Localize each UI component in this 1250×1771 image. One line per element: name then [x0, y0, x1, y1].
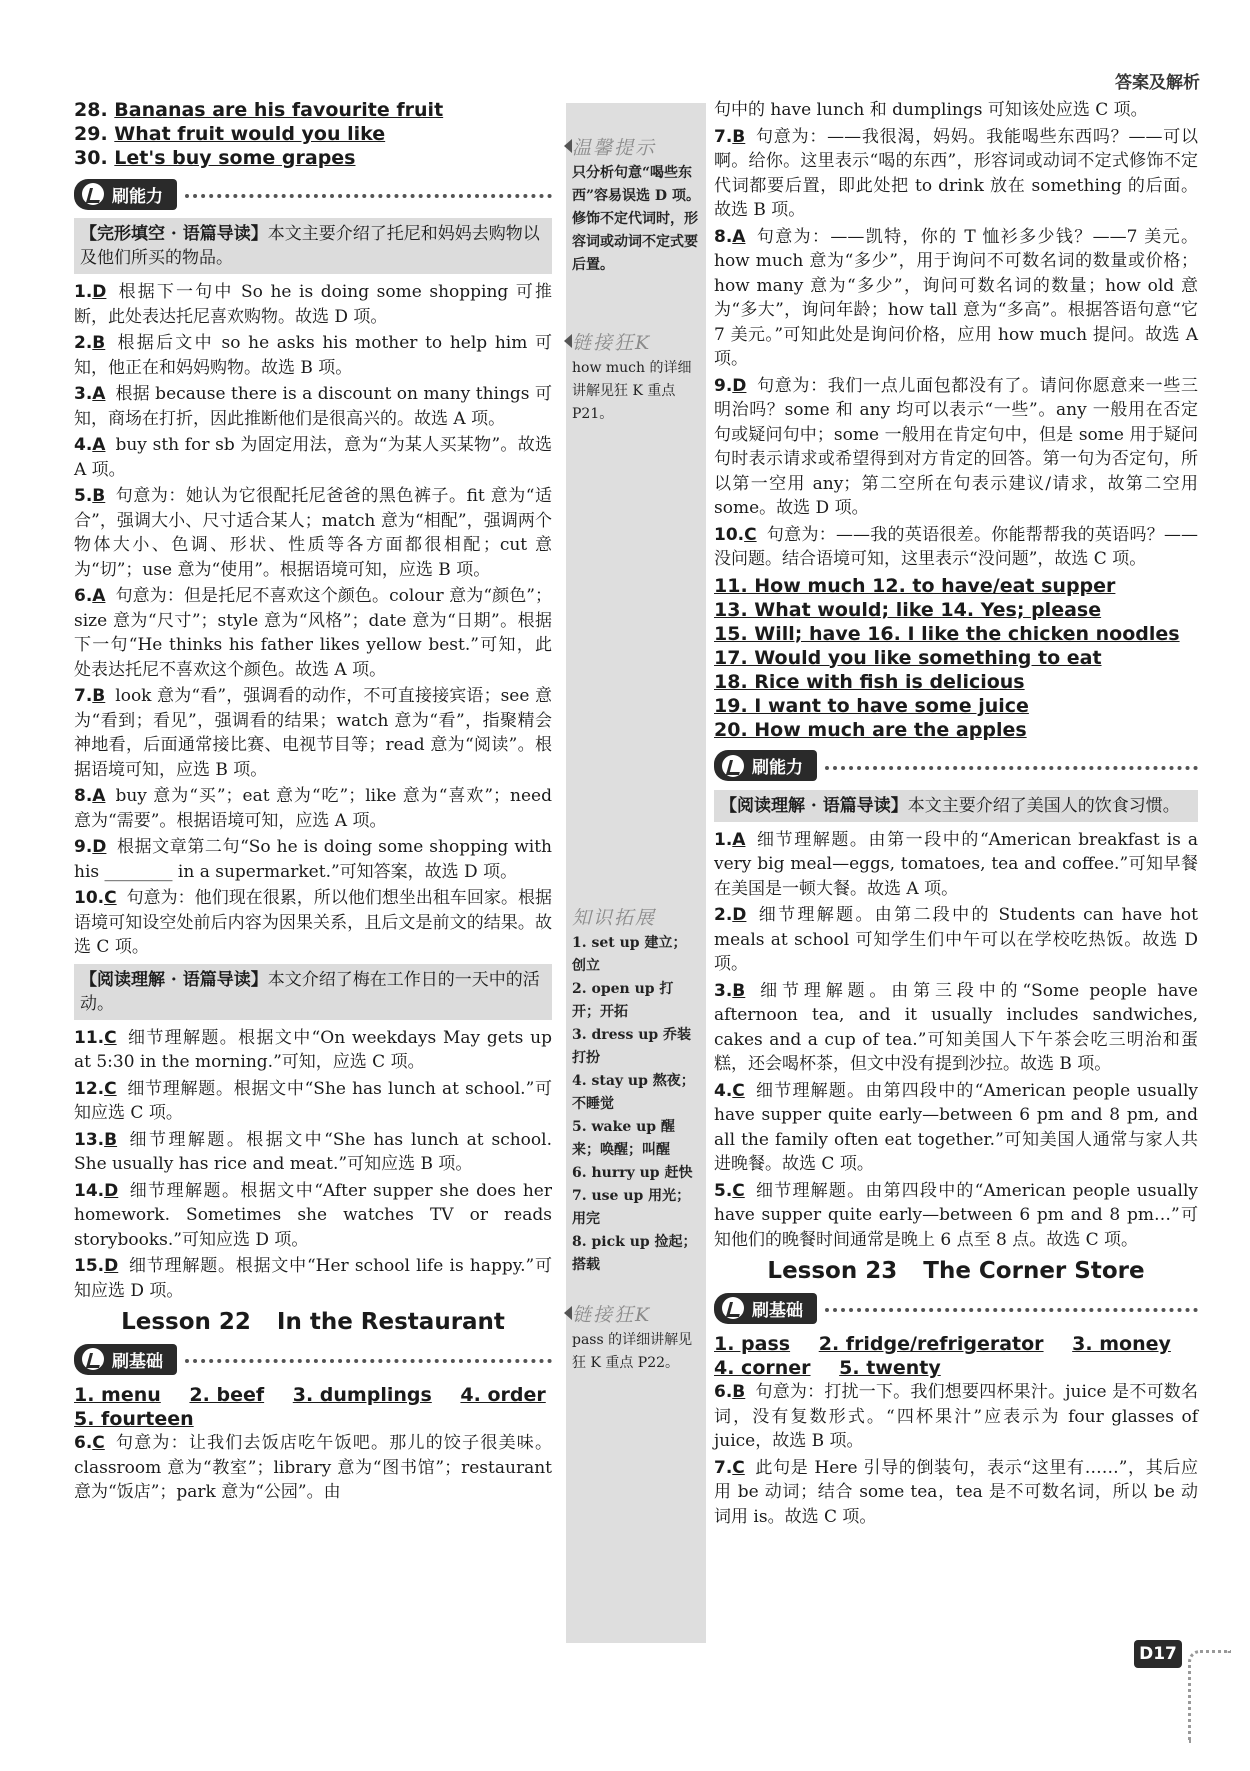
answer-explanation: 细节理解题。根据文中“She has lunch at school.”可知应选 C 项。 [74, 1078, 552, 1123]
answer-explanation: 句意为：——凯特，你的 T 恤衫多少钱？——7 美元。how much 意为“多少”，用于询问不可数名词的数量或价格；how many 意为“多少”，询问可数名词的数量；how old 意为“多大”，询问年龄；how tall 意为“多高”。根据答语句意“它 7 美元。”可知此处是询问价格，应用 how much 提问。故选 A 项。 [714, 226, 1198, 369]
answer-explanation: 根据文章第二句“So he is doing some shopping with his ________ in a supermarket.”可知答案，故选 D 项。 [74, 837, 552, 882]
answer-item [714, 523, 1198, 572]
lesson-title: Lesson 22 In the Restaurant [121, 1309, 505, 1335]
answer-item [714, 903, 1198, 977]
answer-number: 9. [74, 837, 93, 857]
phrase-list [714, 574, 1198, 742]
answer-item [74, 835, 552, 884]
answer-item [74, 1254, 552, 1303]
answer-letter: B [92, 486, 106, 506]
vocab-line: 1. menu 2. beef 3. dumplings 4. order [74, 1384, 546, 1406]
corner-decoration [1188, 1650, 1231, 1743]
answer-item [714, 374, 1198, 521]
answer-letter: D [92, 837, 107, 857]
answer-number: 10. [74, 888, 105, 908]
answer-number: 2. [74, 333, 93, 353]
answer-explanation: buy sth for sb 为固定用法，意为“为某人买某物”。故选 A 项。 [74, 435, 552, 480]
check-icon [82, 183, 104, 205]
answer-number: 8. [74, 786, 93, 806]
answer-explanation: 句意为：——我的英语很差。你能帮帮我的英语吗？——没问题。结合语境可知，这里表示“没问题”，故选 C 项。 [714, 524, 1198, 569]
vocab-line: 4. corner 5. twenty [714, 1357, 941, 1379]
answer-item [74, 484, 552, 582]
answer-number: 1. [74, 282, 93, 302]
passage-guide: 【完形填空 · 语篇导读】本文主要介绍了托尼和妈妈去购物以及他们所买的物品。 [74, 218, 552, 274]
answer-explanation: 细节理解题。根据文中“She has lunch at school. She usually has rice and meat.”可知应选 B 项。 [74, 1129, 552, 1174]
answer-number: 13. [74, 1129, 105, 1150]
answer-explanation: 此句是 Here 引导的倒装句，表示“这里有……”，其后应用 be 动词；结合 some tea，tea 是不可数名词，所以 be 动词用 is。故选 C 项。 [714, 1457, 1198, 1527]
answer-explanation: look 意为“看”，强调看的动作，不可直接接宾语；see 意为“看到；看见”，强调看的结果；watch 意为“看”，指聚精会神地看，后面通常接比赛、电视节目等；read 意为“阅读”。根据语境可知，应选 B 项。 [74, 686, 552, 780]
section-header [714, 750, 1198, 782]
extension-item: 6. hurry up 赶快 [572, 1165, 693, 1181]
phrase-item: 11. How much 12. to have/eat supper [714, 574, 1116, 597]
answer-letter: C [104, 1027, 117, 1048]
answer-item [714, 125, 1198, 223]
answer-item [714, 828, 1198, 902]
answer-explanation: 句意为：打扰一下。我们想要四杯果汁。juice 是不可数名词，没有复数形式。“四杯果汁”应表示为 four glasses of juice，故选 B 项。 [714, 1382, 1198, 1451]
answer-letter: C [104, 1078, 117, 1099]
answer-number: 8. [714, 226, 733, 247]
answer-item [74, 1026, 552, 1075]
answer-number: 3. [714, 980, 733, 1001]
phrase-item: 19. I want to have some juice [714, 694, 1029, 717]
section-badge: 刷能力 [74, 179, 177, 210]
answer-number: 11. [74, 1027, 105, 1048]
answer-letter: B [92, 686, 106, 706]
dotted-divider [825, 766, 1198, 770]
answer-explanation: 细节理解题。由第二段中的 Students can have hot meals at school 可知学生们中午可以在学校吃热饭。故选 D 项。 [714, 905, 1198, 974]
extension-item: 7. use up 用光；用完 [572, 1188, 691, 1227]
passage-guide: 【阅读理解 · 语篇导读】本文主要介绍了美国人的饮食习惯。 [714, 790, 1198, 822]
answer-item [74, 280, 552, 329]
answer-list [714, 828, 1198, 1253]
answer-number: 14. [74, 1180, 105, 1201]
dotted-divider [825, 1308, 1198, 1312]
answer-item [74, 331, 552, 380]
arrow-icon [564, 334, 572, 348]
section-badge: 刷基础 [714, 1293, 817, 1324]
answer-number: 5. [74, 486, 93, 506]
answer-item [714, 1079, 1198, 1177]
answer-item [74, 584, 552, 682]
sidebar [566, 103, 706, 1643]
phrase-item: 13. What would; like 14. Yes; please [714, 598, 1102, 621]
answer-item [714, 1380, 1198, 1454]
answer-explanation: 细节理解题。由第三段中的“Some people have afternoon tea, and it usually includes sandwiches, cakes and a cup of tea.”可知美国人下午茶会吃三明治和蛋糕，还会喝杯茶，但文中没有提到沙拉。故选 B 项。 [714, 980, 1198, 1074]
extension-item: 8. pick up 捡起；搭载 [572, 1234, 697, 1273]
answer-continuation: 句中的 have lunch 和 dumplings 可知该处应选 C 项。 [714, 100, 1148, 120]
answer-item [74, 684, 552, 782]
answer-explanation: 根据下一句中 So he is doing some shopping 可推断，此处表达托尼喜欢购物。故选 D 项。 [74, 282, 552, 327]
extension-item: 2. open up 打开；开拓 [572, 981, 674, 1020]
phrase-item: 18. Rice with fish is delicious [714, 670, 1025, 693]
answer-item [74, 886, 552, 960]
page-number: D17 [1134, 1640, 1182, 1668]
answer-item: 6.C 句意为：让我们去饭店吃午饭吧。那儿的饺子很美味。classroom 意为“教室”；library 意为“图书馆”；restaurant 意为“饭店”；park 意为“公园”。由 [74, 1433, 552, 1502]
answer-letter: D [104, 1180, 119, 1201]
arrow-icon [564, 1306, 572, 1320]
answer-explanation: 句意为：我们一点儿面包都没有了。请问你愿意来一些三明治吗？some 和 any 均可以表示“一些”。any 一般用在否定句或疑问句中；some 一般用在肯定句中，但是 some 用于疑问句时表示请求或希望得到对方肯定的回答。第一句为否定句，所以第一空用 any；第二空所在句表示建议/请求，故第二空用 some。故选 D 项。 [714, 375, 1198, 518]
answer-letter: A [92, 786, 106, 806]
answer-item [714, 1179, 1198, 1253]
answer-number: 10. [714, 524, 745, 545]
answer-explanation: 根据 because there is a discount on many things 可知，商场在打折，因此推断他们是很高兴的。故选 A 项。 [74, 384, 552, 429]
vocab-line: 1. pass 2. fridge/refrigerator 3. money [714, 1333, 1171, 1355]
answer-number: 7. [74, 686, 93, 706]
answer-letter: A [92, 435, 106, 455]
extension-list [572, 932, 700, 1277]
phrase-item: 29. What fruit would you like [74, 123, 386, 145]
answer-list [714, 125, 1198, 572]
answer-explanation: 细节理解题。由第四段中的“American people usually have supper quite early—between 6 pm and 8 pm, and all the family often eat together.”可知美国人通常与家人共进晚餐。故选 C 项。 [714, 1080, 1198, 1174]
answer-explanation: 句意为：她认为它很配托尼爸爸的黑色裤子。fit 意为“适合”，强调大小、尺寸适合某人；match 意为“相配”，强调两个物体大小、色调、形状、性质等各方面都很相配；cut 意为“切”；use 意为“使用”。根据语境可知，应选 B 项。 [74, 486, 552, 580]
answer-letter: B [732, 126, 746, 147]
vocab-line: 5. fourteen [74, 1408, 194, 1430]
extension-item: 4. stay up 熬夜；不睡觉 [572, 1073, 695, 1112]
answer-number: 3. [74, 384, 93, 404]
answer-letter: C [744, 524, 757, 545]
extension-item: 1. set up 建立；创立 [572, 935, 687, 974]
answer-item [74, 382, 552, 431]
answer-letter: B [104, 1129, 118, 1150]
section-header [714, 1292, 1198, 1324]
answer-letter: A [92, 586, 106, 606]
extension-block: 知识拓展 1. set up 建立；创立 2. open up 打开；开拓 3. dress up 乔装打扮 4. stay up 熬夜；不睡觉 5. wake up 醒来；唤醒；叫醒 6. hurry up 赶快 7. use up 用光；用完 8. pick up 捡起；搭载 [572, 903, 700, 1277]
answer-explanation: buy 意为“买”；eat 意为“吃”；like 意为“喜欢”；need 意为“需要”。根据语境可知，应选 A 项。 [74, 786, 552, 831]
answer-number: 4. [714, 1080, 733, 1101]
answer-number: 5. [714, 1180, 733, 1201]
dotted-divider [185, 194, 552, 198]
answer-letter: D [104, 1256, 119, 1276]
answer-item [74, 1077, 552, 1126]
answer-letter: D [732, 375, 747, 396]
answer-letter: C [732, 1457, 745, 1478]
answer-letter: C [104, 888, 117, 908]
answer-letter: C [732, 1180, 745, 1201]
header-title: 答案及解析 [1115, 73, 1200, 93]
answer-letter: A [92, 384, 106, 404]
extension-item: 5. wake up 醒来；唤醒；叫醒 [572, 1119, 675, 1158]
answer-number: 7. [714, 126, 733, 147]
answer-letter: B [732, 980, 746, 1001]
answer-explanation: 细节理解题。根据文中“On weekdays May gets up at 5:30 in the morning.”可知，应选 C 项。 [74, 1027, 552, 1072]
answer-item [714, 225, 1198, 372]
answer-explanation: 句意为：他们现在很累，所以他们想坐出租车回家。根据语境可知设空处前后内容为因果关系，且后文是前文的结果。故选 C 项。 [74, 888, 552, 957]
answer-letter: A [732, 829, 746, 850]
answer-number: 2. [714, 905, 733, 925]
answer-explanation: 细节理解题。根据文中“After supper she does her homework. Sometimes she watches TV or reads storybooks.”可知应选 D 项。 [74, 1180, 552, 1250]
phrase-item: 20. How much are the apples [714, 718, 1027, 741]
section-header [74, 178, 552, 210]
answer-list [74, 280, 552, 960]
answer-letter: B [732, 1382, 746, 1402]
answer-number: 7. [714, 1457, 733, 1478]
link-block: 链接狂K pass 的详细讲解见狂 K 重点 P22。 [572, 1300, 700, 1375]
lesson-title: Lesson 23 The Corner Store [767, 1258, 1145, 1284]
check-icon [82, 1348, 104, 1370]
answer-item [74, 1128, 552, 1177]
section-badge: 刷基础 [74, 1344, 177, 1375]
check-icon [722, 1297, 744, 1319]
answer-explanation: 细节理解题。根据文中“Her school life is happy.”可知应选 D 项。 [74, 1256, 552, 1301]
answer-number: 12. [74, 1078, 105, 1099]
phrase-item: 17. Would you like something to eat [714, 646, 1102, 669]
answer-letter: D [92, 282, 107, 302]
tip-block: 温馨提示 只分析句意“喝些东西”容易误选 D 项。修饰不定代词时，形容词或动词不定式要后置。 [572, 133, 700, 277]
dotted-divider [185, 1359, 552, 1363]
passage-guide: 【阅读理解 · 语篇导读】本文介绍了梅在工作日的一天中的活动。 [74, 964, 552, 1020]
answer-letter: A [732, 226, 746, 247]
top-phrases [74, 98, 552, 170]
section-badge: 刷能力 [714, 750, 817, 781]
answer-item [714, 1456, 1198, 1530]
arrow-icon [564, 139, 572, 153]
answer-explanation: 细节理解题。由第四段中的“American people usually have supper quite early—between 6 pm and 8 pm…”可知他们的晚餐时间通常是晚上 6 点至 8 点。故选 C 项。 [714, 1180, 1198, 1250]
answer-number: 1. [714, 829, 733, 850]
answer-item [74, 433, 552, 482]
phrase-item: 30. Let's buy some grapes [74, 147, 356, 169]
answer-list [714, 1380, 1198, 1529]
answer-explanation: 句意为：但是托尼不喜欢这个颜色。colour 意为“颜色”；size 意为“尺寸”；style 意为“风格”；date 意为“日期”。根据下一句“He thinks his father likes yellow best.”可知，此处表达托尼不喜欢这个颜色。故选 A 项。 [74, 586, 552, 680]
answer-item [714, 979, 1198, 1077]
answer-number: 9. [714, 375, 733, 396]
answer-number: 4. [74, 435, 93, 455]
phrase-item: 15. Will; have 16. I like the chicken noodles [714, 622, 1180, 645]
answer-item [74, 784, 552, 833]
answer-explanation: 细节理解题。由第一段中的“American breakfast is a very big meal—eggs, tomatoes, tea and coffee.”可知早餐在美国是一顿大餐。故选 A 项。 [714, 829, 1198, 899]
answer-letter: C [732, 1080, 745, 1101]
extension-item: 3. dress up 乔装打扮 [572, 1027, 692, 1066]
answer-number: 15. [74, 1256, 105, 1276]
right-column [714, 98, 1198, 1531]
check-icon [722, 755, 744, 777]
answer-letter: B [92, 333, 106, 353]
link-block: 链接狂K how much 的详细讲解见狂 K 重点 P21。 [572, 328, 700, 426]
answer-explanation: 句意为：——我很渴，妈妈。我能喝些东西吗？——可以啊。给你。这里表示“喝的东西”，形容词或动词不定式修饰不定代词都要后置，即此处把 to drink 放在 something 的后面。故选 B 项。 [714, 126, 1198, 220]
answer-letter: D [732, 905, 747, 925]
left-column [74, 98, 552, 1507]
section-header [74, 1343, 552, 1375]
answer-item [74, 1179, 552, 1253]
answer-number: 6. [74, 586, 93, 606]
answer-number: 6. [714, 1382, 733, 1402]
answer-explanation: 根据后文中 so he asks his mother to help him 可知，他正在和妈妈购物。故选 B 项。 [74, 333, 552, 378]
answer-list [74, 1026, 552, 1304]
phrase-item: 28. Bananas are his favourite fruit [74, 99, 444, 121]
